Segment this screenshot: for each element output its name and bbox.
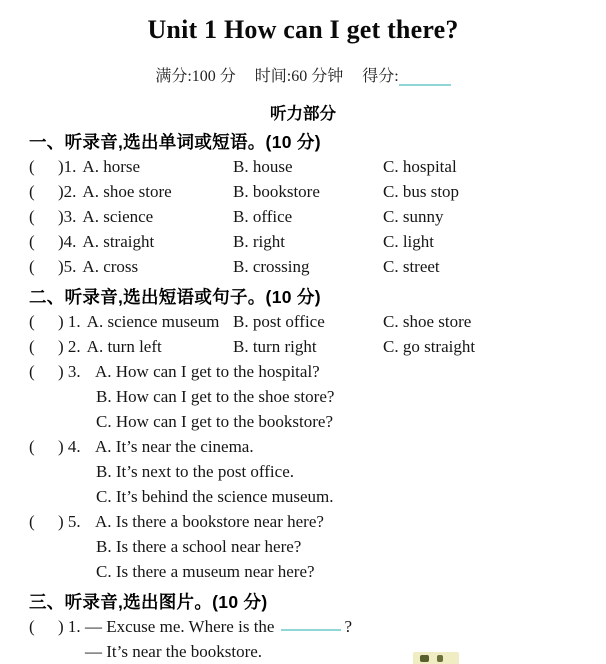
answer-paren: (: [29, 157, 35, 176]
question-number: )2.: [58, 182, 77, 201]
option-c: C. go straight: [383, 337, 476, 356]
question-row: [29, 334, 606, 359]
question-row: [29, 434, 606, 459]
question-row: [29, 359, 606, 384]
question-number: )1.: [58, 157, 77, 176]
question-mark: ?: [344, 617, 353, 636]
answer-paren: (: [29, 512, 35, 531]
image-fragment-detail: [420, 655, 429, 662]
question-row: [29, 509, 606, 534]
dialog-line-1: — Excuse me. Where is the: [85, 617, 275, 636]
answer-blank: [281, 614, 341, 631]
option-b: B. bookstore: [233, 182, 320, 201]
option-c: C. How can I get to the bookstore?: [96, 412, 333, 431]
answer-paren: (: [29, 182, 35, 201]
option-a: A. science: [82, 207, 154, 226]
full-score-label: 满分:100 分: [155, 68, 236, 85]
question-number: ) 1.: [58, 312, 81, 331]
page-title: Unit 1 How can I get there?: [147, 15, 459, 44]
question-row: [29, 614, 606, 639]
cutoff-image-fragment: [413, 652, 459, 664]
answer-paren: (: [29, 362, 35, 381]
question-row: [29, 254, 606, 279]
option-a: A. science museum: [86, 312, 220, 331]
option-a: A. Is there a bookstore near here?: [95, 512, 324, 531]
option-a: A. cross: [82, 257, 139, 276]
section2-heading: 二、听录音,选出短语或句子。(10 分): [29, 287, 321, 307]
question-number: ) 4.: [58, 437, 81, 456]
dialog-line-2: — It’s near the bookstore.: [85, 642, 263, 661]
option-b: B. house: [233, 157, 293, 176]
option-c: C. It’s behind the science museum.: [96, 487, 334, 506]
exam-meta-line: [0, 65, 606, 86]
answer-paren: (: [29, 257, 35, 276]
image-fragment-detail: [437, 655, 443, 662]
option-a: A. horse: [82, 157, 141, 176]
question-number: ) 5.: [58, 512, 81, 531]
question-row: [29, 179, 606, 204]
answer-paren: (: [29, 617, 35, 636]
option-b: B. How can I get to the shoe store?: [96, 387, 335, 406]
answer-paren: (: [29, 437, 35, 456]
option-a: A. shoe store: [82, 182, 172, 201]
answer-paren: (: [29, 337, 35, 356]
question-number: ) 1.: [58, 617, 81, 636]
paper-content: [0, 130, 606, 664]
question-number: ) 3.: [58, 362, 81, 381]
answer-paren: (: [29, 232, 35, 251]
section1-heading: 一、听录音,选出单词或短语。(10 分): [29, 132, 321, 152]
option-a: A. turn left: [86, 337, 162, 356]
time-label: 时间:60 分钟: [254, 68, 344, 85]
option-b: B. turn right: [233, 337, 317, 356]
score-label: 得分:: [362, 68, 399, 85]
question-number: ) 2.: [58, 337, 81, 356]
section3-heading: 三、听录音,选出图片。(10 分): [29, 592, 268, 612]
option-a: A. How can I get to the hospital?: [95, 362, 320, 381]
question-row: [29, 204, 606, 229]
answer-paren: (: [29, 207, 35, 226]
option-b: B. crossing: [233, 257, 310, 276]
option-b: B. It’s next to the post office.: [96, 462, 294, 481]
question-row: [29, 309, 606, 334]
option-b: B. post office: [233, 312, 325, 331]
question-row: [29, 229, 606, 254]
score-blank: [399, 69, 451, 86]
listening-part-heading: 听力部分: [270, 105, 336, 123]
option-c: C. shoe store: [383, 312, 472, 331]
option-c: C. Is there a museum near here?: [96, 562, 315, 581]
option-c: C. street: [383, 257, 440, 276]
question-number: )3.: [58, 207, 77, 226]
question-number: )5.: [58, 257, 77, 276]
question-number: )4.: [58, 232, 77, 251]
option-a: A. It’s near the cinema.: [95, 437, 254, 456]
option-c: C. bus stop: [383, 182, 460, 201]
option-b: B. Is there a school near here?: [96, 537, 302, 556]
option-b: B. right: [233, 232, 285, 251]
option-c: C. hospital: [383, 157, 457, 176]
option-a: A. straight: [82, 232, 155, 251]
option-b: B. office: [233, 207, 293, 226]
option-c: C. sunny: [383, 207, 444, 226]
answer-paren: (: [29, 312, 35, 331]
option-c: C. light: [383, 232, 435, 251]
question-row: [29, 154, 606, 179]
